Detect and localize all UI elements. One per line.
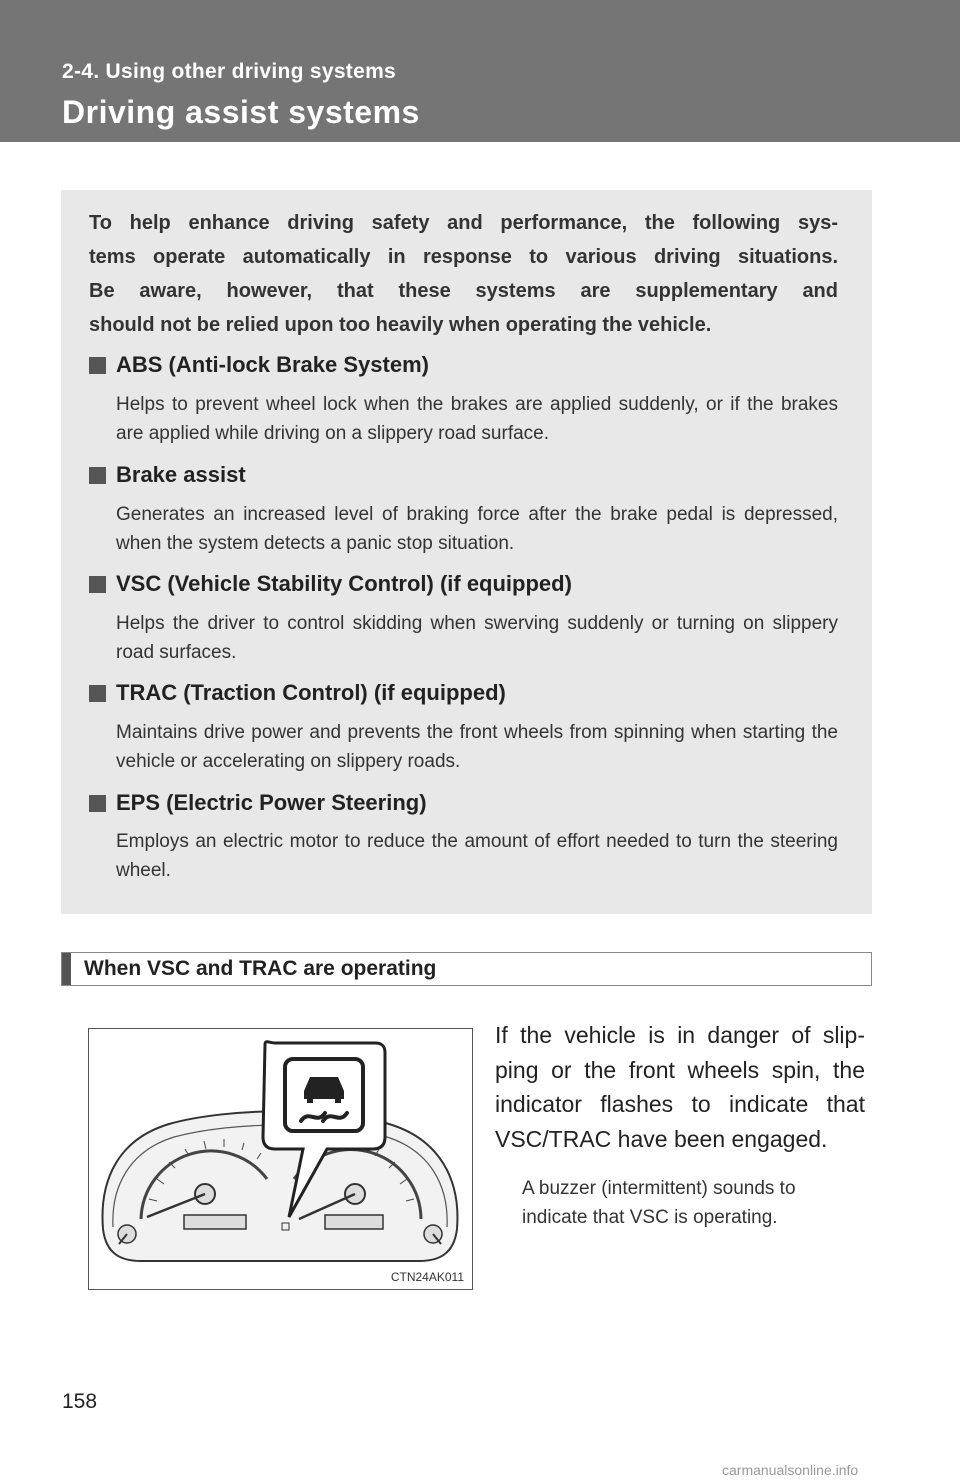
square-bullet-icon bbox=[89, 685, 106, 702]
system-description: Helps the driver to control skidding when swerving suddenly or turning on slippery road surfaces. bbox=[116, 613, 838, 663]
body-line: indicator flashes to indicate that bbox=[495, 1091, 865, 1117]
square-bullet-icon bbox=[89, 576, 106, 593]
system-description: Generates an increased level of braking force after the brake pedal is depressed, when the system detects a panic stop situation. bbox=[116, 504, 838, 554]
body-line: VSC/TRAC have been engaged. bbox=[495, 1125, 828, 1152]
system-heading-brake-assist bbox=[89, 462, 246, 488]
system-title: EPS (Electric Power Steering) bbox=[116, 790, 427, 815]
intro-box bbox=[61, 190, 872, 914]
system-title: TRAC (Traction Control) (if equipped) bbox=[116, 680, 506, 705]
system-heading-vsc bbox=[89, 571, 572, 597]
intro-line: Be aware, however, that these systems are supplementary and bbox=[89, 280, 838, 302]
intro-line: To help enhance driving safety and performance, the following sys- bbox=[89, 212, 838, 234]
subsection-title: When VSC and TRAC are operating bbox=[84, 957, 437, 980]
figure-code: CTN24AK011 bbox=[390, 1270, 464, 1284]
system-description: Maintains drive power and prevents the front wheels from spinning when starting the vehicle or accelerating on slippery roads. bbox=[116, 722, 838, 772]
page-title: Driving assist systems bbox=[62, 94, 420, 130]
intro-line: tems operate automatically in response to various driving situations. bbox=[89, 246, 838, 268]
system-heading-trac bbox=[89, 680, 506, 706]
square-bullet-icon bbox=[89, 795, 106, 812]
subsection-header bbox=[61, 952, 872, 986]
buzzer-note: A buzzer (intermittent) sounds to indicate that VSC is operating. bbox=[522, 1178, 796, 1228]
instrument-cluster-figure bbox=[88, 1028, 473, 1290]
body-line: If the vehicle is in danger of slip- bbox=[495, 1022, 865, 1048]
section-label: 2-4. Using other driving systems bbox=[62, 60, 397, 83]
subsection-body bbox=[495, 1018, 865, 1156]
system-title: ABS (Anti-lock Brake System) bbox=[116, 352, 429, 377]
body-line: ping or the front wheels spin, the bbox=[495, 1056, 865, 1083]
intro-line: should not be relied upon too heavily when operating the vehicle. bbox=[89, 314, 712, 336]
intro-paragraph bbox=[89, 206, 838, 342]
system-heading-eps bbox=[89, 790, 427, 816]
system-description: Employs an electric motor to reduce the amount of effort needed to turn the steering wheel. bbox=[116, 831, 838, 881]
system-title: Brake assist bbox=[116, 462, 246, 487]
subsection-marker bbox=[62, 953, 71, 985]
instrument-cluster-illustration bbox=[89, 1029, 472, 1289]
square-bullet-icon bbox=[89, 357, 106, 374]
square-bullet-icon bbox=[89, 467, 106, 484]
system-heading-abs bbox=[89, 352, 429, 378]
page-header bbox=[0, 0, 960, 142]
page-number: 158 bbox=[62, 1390, 98, 1413]
system-description: Helps to prevent wheel lock when the brakes are applied suddenly, or if the brakes are applied while driving on a slippery road surface. bbox=[116, 394, 838, 444]
watermark: carmanualsonline.info bbox=[722, 1462, 859, 1478]
system-title: VSC (Vehicle Stability Control) (if equipped) bbox=[116, 571, 572, 596]
